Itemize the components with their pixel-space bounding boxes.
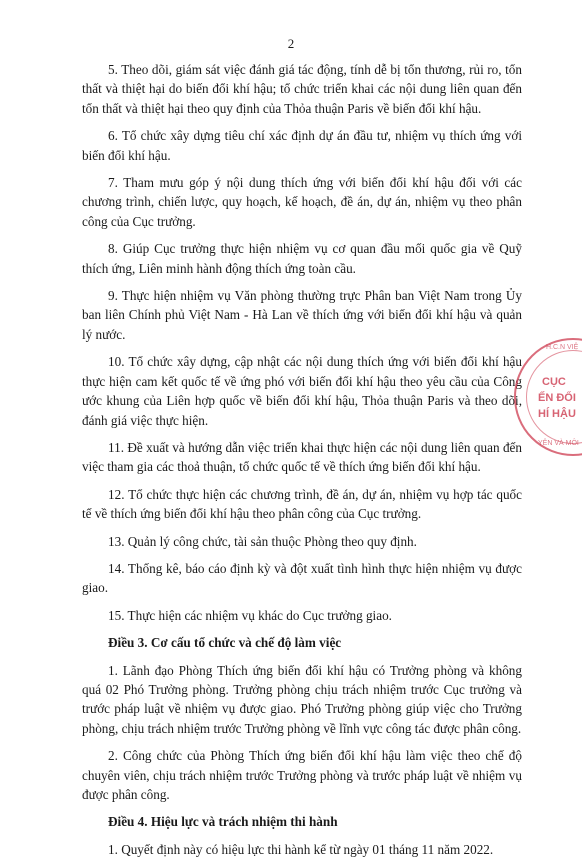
paragraph: 8. Giúp Cục trưởng thực hiện nhiệm vụ cơ quan đầu mối quốc gia về Quỹ thích ứng, Liên minh hành động thích ứng toàn cầu.: [82, 241, 522, 276]
seal-text-line: HÍ HẬU: [538, 408, 576, 420]
paragraph: 5. Theo dõi, giám sát việc đánh giá tác động, tính dễ bị tổn thương, rủi ro, tổn thất và thiệt hại do biến đổi khí hậu; tổ chức triển khai các nội dung liên quan đến tổn thất và thiệt hại theo quy định của Thỏa thuận Paris về biến đổi khí hậu.: [82, 62, 522, 116]
article-4-heading: Điều 4. Hiệu lực và trách nhiệm thi hành: [108, 814, 338, 830]
paragraph: 13. Quản lý công chức, tài sản thuộc Phòng theo quy định.: [108, 533, 417, 549]
paragraph: 10. Tổ chức xây dựng, cập nhật các nội dung thích ứng với biến đổi khí hậu thực hiện cam kết quốc tế về ứng phó với biến đổi khí hậu theo yêu cầu của Công ước khung của Liên hợp quốc về biến đổi khí hậu, Thỏa thuận Paris và theo dõi, đánh giá việc thực hiện.: [82, 354, 522, 428]
paragraph: 12. Tổ chức thực hiện các chương trình, đề án, dự án, nhiệm vụ hợp tác quốc tế về thích ứng biến đổi khí hậu theo phân công của Cục trưởng.: [82, 486, 522, 522]
paragraph: 1. Quyết định này có hiệu lực thi hành kể từ ngày 01 tháng 11 năm 2022.: [108, 841, 494, 857]
paragraph: 2. Công chức của Phòng Thích ứng biến đổi khí hậu làm việc theo chế độ chuyên viên, chịu trách nhiệm trước Trưởng phòng và trước pháp luật về nhiệm vụ được phân công.: [82, 748, 522, 802]
paragraph: 6. Tổ chức xây dựng tiêu chí xác định dự án đầu tư, nhiệm vụ thích ứng với biến đổi khí hậu.: [82, 128, 522, 163]
seal-rim-text-bottom: YÊN VÀ MÔI: [538, 440, 579, 447]
paragraph: 1. Lãnh đạo Phòng Thích ứng biến đổi khí hậu có Trưởng phòng và không quá 02 Phó Trưởng phòng. Trưởng phòng chịu trách nhiệm trước Cục trưởng và trước pháp luật về nhiệm vụ được giao. Phó Trưởng phòng giúp việc cho Trưởng phòng, chịu trách nhiệm trước Trưởng phòng về lĩnh vực công tác được phân công.: [82, 662, 522, 736]
paragraph: 11. Đề xuất và hướng dẫn việc triển khai thực hiện các nội dung liên quan đến việc tham gia các thoả thuận, tổ chức quốc tế về thích ứng biến đổi khí hậu.: [82, 439, 522, 475]
paragraph: 15. Thực hiện các nhiệm vụ khác do Cục trưởng giao.: [108, 607, 392, 623]
paragraph: 7. Tham mưu góp ý nội dung thích ứng với biến đổi khí hậu đối với các chương trình, chiến lược, quy hoạch, kế hoạch, đề án, dự án, nhiệm vụ theo phân công của Cục trưởng.: [82, 175, 522, 229]
paragraph: 9. Thực hiện nhiệm vụ Văn phòng thường trực Phân ban Việt Nam trong Ủy ban liên Chính phủ Việt Nam - Hà Lan về thích ứng với biến đổi khí hậu và quản lý nước.: [82, 288, 522, 342]
seal-text-line: CỤC: [542, 376, 566, 388]
paragraph: 14. Thống kê, báo cáo định kỳ và đột xuất tình hình thực hiện nhiệm vụ được giao.: [82, 560, 522, 596]
document-body: [82, 60, 522, 867]
seal-rim-text-top: H.C.N VIỆ: [546, 344, 579, 351]
page-number: 2: [287, 36, 295, 51]
seal-text-line: ẾN ĐỔI: [538, 392, 576, 404]
official-seal: [514, 338, 582, 456]
article-3-heading: Điều 3. Cơ cấu tổ chức và chế độ làm việc: [108, 635, 342, 651]
